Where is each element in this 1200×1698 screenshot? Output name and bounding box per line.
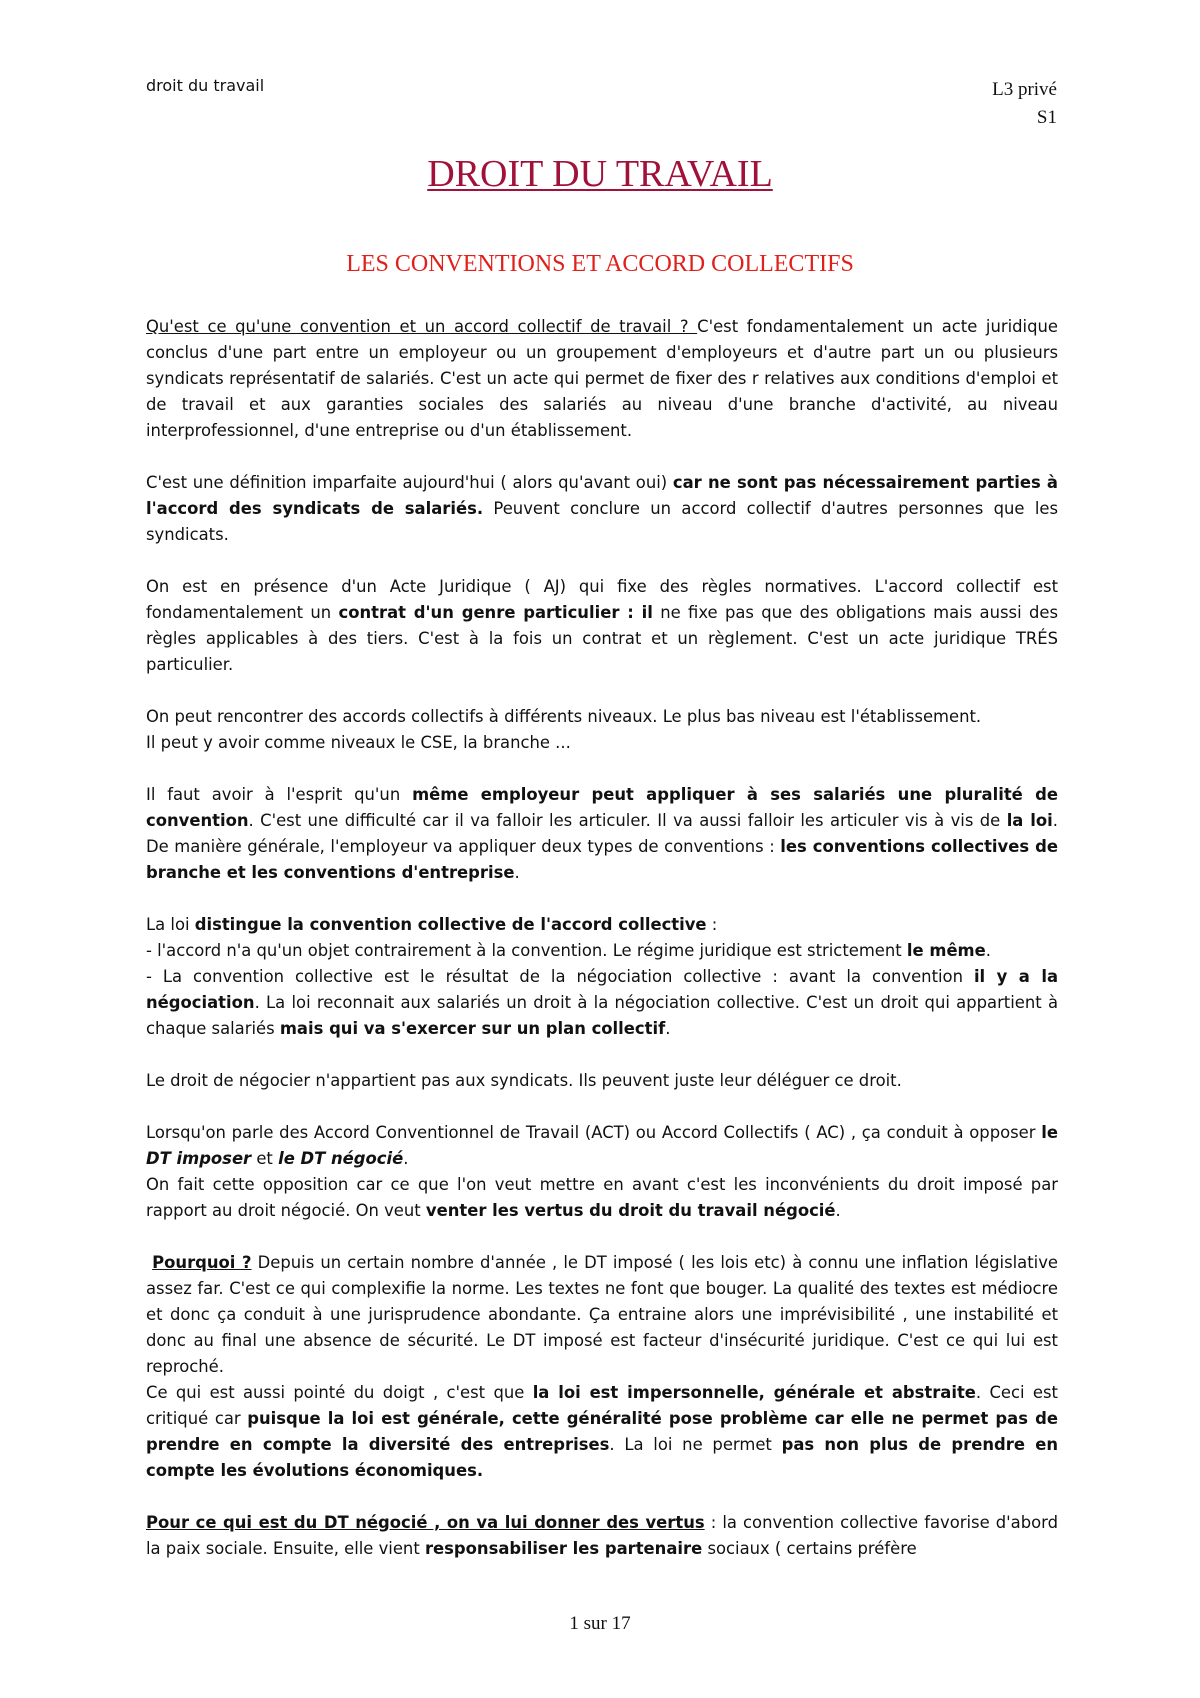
document-body [146,314,1058,1588]
text-span: : la convention collective favorise d'abord la paix sociale. Ensuite, elle vient [146,1513,1058,1558]
text-line: Il peut y avoir comme niveaux le CSE, la branche ... [146,733,571,752]
text-span: . La loi reconnait aux salariés un droit à la négociation collective. C'est un droit qui appartient à chaque salariés [146,993,1058,1038]
section-title: LES CONVENTIONS ET ACCORD COLLECTIFS [346,251,854,277]
text-span: . La loi ne permet [609,1435,782,1454]
bold-span: mais qui va s'exercer sur un plan collectif [279,1019,666,1038]
text-span: . C'est une difficulté car il va falloir les articuler. Il va aussi falloir les articuler vis à vis de [248,811,1007,830]
header-semester: S1 [1036,107,1057,128]
page-number: 1 sur 17 [569,1613,631,1634]
header-level: L3 privé [992,79,1057,100]
text-span: Lorsqu'on parle des Accord Conventionnel de Travail (ACT) ou Accord Collectifs ( AC) , ça conduit à opposer [146,1123,1042,1142]
text-line [146,912,1058,938]
text-span: Ce qui est aussi pointé du doigt , c'est que [146,1383,533,1402]
paragraph-why [146,1250,1058,1484]
text-line [146,1172,1058,1224]
bold-span: car ne sont pas nécessairement parties à l'accord des syndicats de salariés. [146,473,1058,518]
text-span: La loi [146,915,195,934]
text-span: . [985,941,991,960]
bold-span: le même [906,941,986,960]
bold-italic-span: DT imposer [146,1149,252,1168]
bold-span: même employeur peut appliquer à ses salariés une pluralité de convention [146,785,1058,830]
paragraph-plurality [146,782,1058,886]
header-right [992,76,1057,132]
bold-span: la loi [1006,811,1053,830]
text-span: C'est une définition imparfaite aujourd'hui ( alors qu'avant oui) [146,473,673,492]
bold-span: il y a la négociation [146,967,1059,1012]
text-span: Depuis un certain nombre d'année , le DT imposé ( les lois etc) à connu une inflation législative assez far. C'est ce qui complexifie la norme. Les textes ne font que bouger. La qualité des textes est médiocre et donc ça conduit à une jurisprudence abondante. Ça entraine alors une imprévisibilité , une instabilité et donc au final une absence de sécurité. Le DT imposé est facteur d'insécurité juridique. C'est ce qui lui est reproché. [146,1253,1058,1376]
text-span: et [251,1149,279,1168]
bold-span: la loi est impersonnelle, générale et abstraite [532,1383,976,1402]
bold-span: distingue la convention collective de l'accord collective [194,915,707,934]
bold-span: pas non plus de prendre en compte les évolutions économiques. [146,1435,1058,1480]
bold-span: le [1041,1123,1058,1142]
paragraph-levels [146,704,1058,756]
text-span: . Ceci est critiqué car [146,1383,1058,1428]
paragraph-distinction [146,912,1058,1042]
text-span: . [665,1019,671,1038]
paragraph-legal-act [146,574,1058,678]
document-title: DROIT DU TRAVAIL [427,153,773,195]
text-span: . [403,1149,409,1168]
text-span: . [835,1201,841,1220]
section-heading: Pour ce qui est du DT négocié , on va lui donner des vertus [146,1513,705,1532]
text-line: On peut rencontrer des accords collectifs à différents niveaux. Le plus bas niveau est l'établissement. [146,707,982,726]
list-item [146,964,1058,1042]
bold-span: responsabiliser les partenaire [424,1539,703,1558]
paragraph-imperfect-definition [146,470,1058,548]
paragraph-text: C'est fondamentalement un acte juridique conclus d'une part entre un employeur ou un groupement d'employeurs et d'autre part un ou plusieurs syndicats représentatif de salariés. C'est un acte qui permet de fixer des r relatives aux conditions d'emploi et de travail et aux garanties sociales des salariés au niveau d'une branche d'activité, au niveau interprofessionnel, d'une entreprise ou d'un établissement. [146,317,1058,440]
question-heading: Pourquoi ? [152,1253,252,1272]
text-span: Peuvent conclure un accord collectif d'autres personnes que les syndicats. [146,499,1058,544]
text-span: : [706,915,718,934]
bold-span: venter les vertus du droit du travail négocié [425,1201,836,1220]
bold-span: puisque la loi est générale, cette généralité pose problème car elle ne permet pas de prendre en compte la diversité des entreprises [146,1409,1058,1454]
list-item [146,938,1058,964]
bold-span: les conventions collectives de branche et les conventions d'entreprise [146,837,1058,882]
bold-italic-span: le DT négocié [278,1149,404,1168]
text-span: - l'accord n'a qu'un objet contrairement à la convention. Le régime juridique est strictement [146,941,907,960]
text-span: ne fixe pas que des obligations mais aussi des règles applicables à des tiers. C'est à la fois un contrat et un règlement. C'est un acte juridique TRÉS particulier. [146,603,1058,674]
paragraph-definition [146,314,1058,444]
question-heading: Qu'est ce qu'une convention et un accord collectif de travail ? [146,317,698,336]
text-line [146,1380,1058,1484]
text-span: - La convention collective est le résultat de la négociation collective : avant la convention [146,967,974,986]
bold-span: contrat d'un genre particulier : il [338,603,653,622]
paragraph-opposition [146,1120,1058,1224]
text-span: . [514,863,520,882]
text-span: . De manière générale, l'employeur va appliquer deux types de conventions : [146,811,1058,856]
paragraph-right-to-negotiate: Le droit de négocier n'appartient pas aux syndicats. Ils peuvent juste leur déléguer ce droit. [146,1071,902,1090]
text-span: On est en présence d'un Acte Juridique ( AJ) qui fixe des règles normatives. L'accord collectif est fondamentalement un [146,577,1058,622]
header-left: droit du travail [146,76,265,95]
text-span: sociaux ( certains préfère [702,1539,917,1558]
text-span: On fait cette opposition car ce que l'on veut mettre en avant c'est les inconvénients du droit imposé par rapport au droit négocié. On veut [146,1175,1058,1220]
text-line [146,1120,1058,1172]
text-span: Il faut avoir à l'esprit qu'un [146,785,413,804]
paragraph-virtues [146,1510,1058,1562]
text-line [146,1250,1058,1380]
